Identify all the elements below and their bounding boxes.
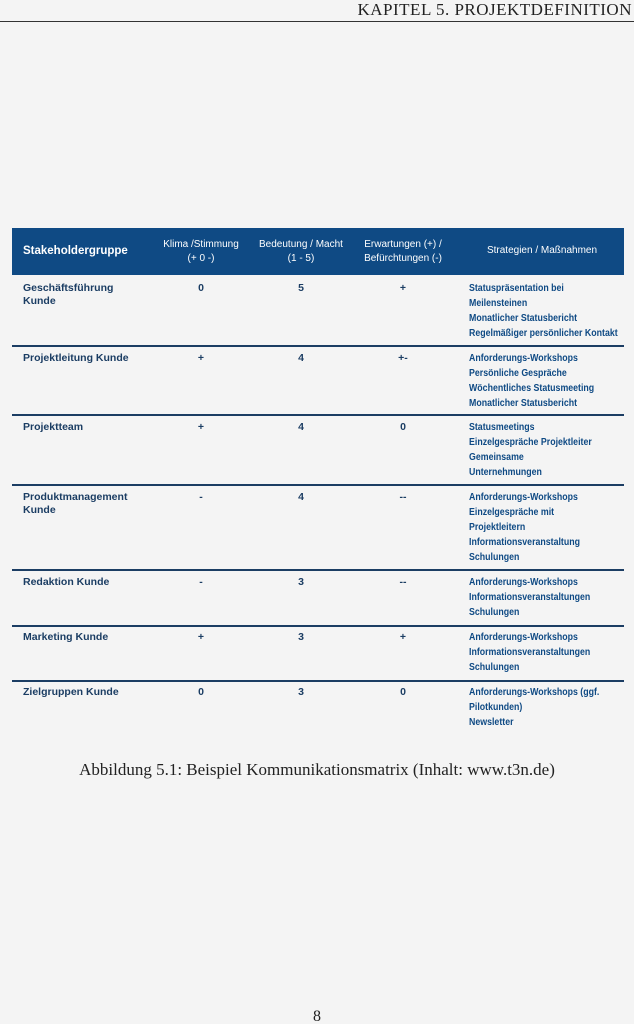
bedeutung-value: 4 [298,352,304,364]
strategy-item: Monatlicher Statusbericht [469,398,578,409]
row-divider [12,414,624,416]
column-header: Bedeutung / Macht (1 - 5) [259,239,343,264]
row-divider [12,625,624,627]
bedeutung-value: 4 [298,491,304,503]
strategy-item: Einzelgespräche Projektleiter [469,437,592,448]
strategy-item: Monatlicher Statusbericht [469,313,578,324]
stakeholder-group: Marketing Kunde [23,631,109,643]
stakeholder-group: Redaktion Kunde [23,576,110,588]
erwartungen-value: 0 [400,686,406,698]
bedeutung-value: 3 [298,686,304,698]
strategy-item: Informationsveranstaltung [469,537,581,548]
klima-value: - [199,576,203,588]
erwartungen-value: -- [399,491,407,503]
stakeholder-group: Projektleitung Kunde [23,352,129,364]
klima-value: 0 [198,282,204,294]
klima-value: + [197,352,205,364]
erwartungen-value: 0 [400,421,406,433]
strategy-item: Pilotkunden) [469,702,523,713]
column-header: Stakeholdergruppe [23,245,128,257]
bedeutung-value: 5 [298,282,304,294]
strategy-item: Anforderungs-Workshops [469,577,578,588]
column-header: Klima /Stimmung (+ 0 -) [163,239,239,264]
strategy-item: Wöchentliches Statusmeeting [469,383,595,394]
klima-value: 0 [198,686,204,698]
strategy-item: Meilensteinen [469,298,528,309]
strategy-item: Statuspräsentation bei [469,283,564,294]
header-rule [0,21,634,22]
strategy-item: Informationsveranstaltungen [469,647,591,658]
bedeutung-value: 4 [298,421,304,433]
klima-value: - [199,491,203,503]
row-divider [12,345,624,347]
bedeutung-value: 3 [298,576,304,588]
strategy-item: Anforderungs-Workshops [469,353,578,364]
strategy-item: Persönliche Gespräche [469,368,567,379]
column-header: Strategien / Maßnahmen [486,245,598,256]
table-header [12,228,624,275]
column-header: Erwartungen (+) / Befürchtungen (-) [364,239,442,264]
strategy-item: Unternehmungen [469,467,542,478]
erwartungen-value: +- [398,352,408,364]
stakeholder-group: Zielgruppen Kunde [23,686,119,698]
strategy-item: Statusmeetings [469,422,535,433]
running-header: KAPITEL 5. PROJEKTDEFINITION [357,0,632,19]
stakeholder-group: Geschäftsführung Kunde [23,282,114,307]
strategy-item: Anforderungs-Workshops [469,492,578,503]
strategy-item: Informationsveranstaltungen [469,592,591,603]
row-divider [12,680,624,682]
strategy-item: Anforderungs-Workshops (ggf. [469,687,600,698]
page-number: 8 [313,1008,321,1024]
erwartungen-value: -- [399,576,407,588]
klima-value: + [197,631,205,643]
klima-value: + [197,421,205,433]
erwartungen-value: + [399,631,407,643]
erwartungen-value: + [399,282,407,294]
stakeholder-group: Projektteam [23,421,84,433]
strategy-item: Schulungen [469,552,520,563]
strategy-item: Einzelgespräche mit [469,507,555,518]
figure-caption: Abbildung 5.1: Beispiel Kommunikationsmatrix (Inhalt: www.t3n.de) [79,760,555,779]
row-divider [12,484,624,486]
strategy-item: Schulungen [469,607,520,618]
strategy-item: Projektleitern [469,522,526,533]
strategy-item: Schulungen [469,662,520,673]
strategy-item: Newsletter [469,717,514,728]
stakeholder-group: Produktmanagement Kunde [23,491,128,516]
strategy-item: Gemeinsame [469,452,524,463]
bedeutung-value: 3 [298,631,304,643]
strategy-item: Anforderungs-Workshops [469,632,578,643]
row-divider [12,569,624,571]
strategy-item: Regelmäßiger persönlicher Kontakt [469,328,618,339]
